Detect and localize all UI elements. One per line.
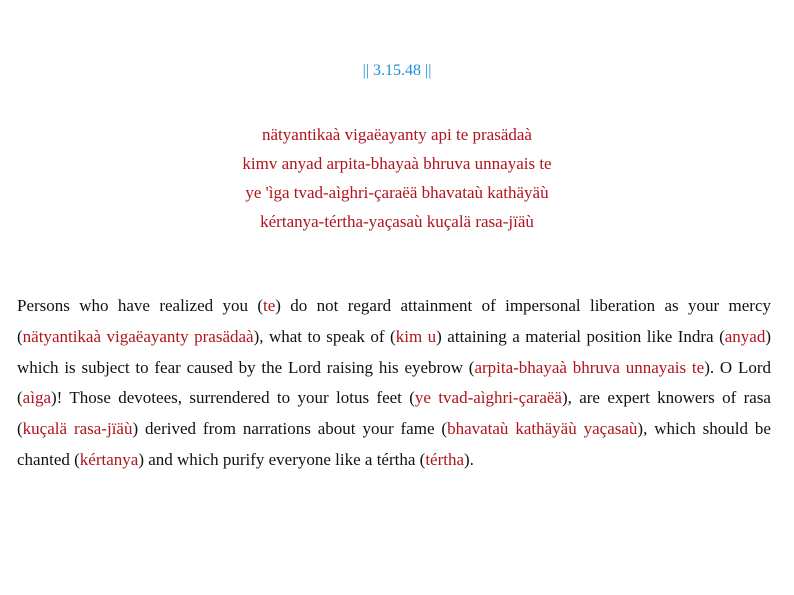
sanskrit-term: bhavataù kathäyäù yaçasaù xyxy=(447,419,638,439)
sanskrit-term: nätyantikaà vigaëayanty prasädaà xyxy=(22,326,254,346)
translation-text: ). xyxy=(464,449,474,469)
translation-text: ) and which purify everyone like a tértha ( xyxy=(138,449,426,469)
translation-text: ), which should be chanted ( xyxy=(17,419,771,469)
sanskrit-term: aìga xyxy=(22,388,51,408)
sanskrit-verse xyxy=(0,120,794,236)
verse-line-1: nätyantikaà vigaëayanty api te prasädaà xyxy=(262,125,532,144)
translation-text: ) derived from narrations about your fame ( xyxy=(132,419,448,439)
sanskrit-term: kim u xyxy=(395,326,437,346)
translation-text: Persons who have realized you ( xyxy=(17,296,263,315)
verse-line-3: ye 'ìga tvad-aìghri-çaraëä bhavataù kathäyäù xyxy=(245,183,549,202)
verse-line-4: kértanya-tértha-yaçasaù kuçalä rasa-jïäù xyxy=(260,212,534,231)
translation-paragraph xyxy=(17,291,771,476)
verse-line-2: kimv anyad arpita-bhayaà bhruva unnayais te xyxy=(242,154,552,173)
translation-text: ), what to speak of ( xyxy=(253,326,396,346)
sanskrit-term: te xyxy=(262,296,276,315)
sanskrit-term: kértanya xyxy=(79,449,139,469)
sanskrit-term: arpita-bhayaà bhruva unnayais te xyxy=(474,357,705,377)
translation-text: ) which is subject to fear caused by the Lord raising his eyebrow ( xyxy=(17,326,771,377)
translation-text: ), are expert knowers of rasa ( xyxy=(17,388,771,439)
sanskrit-term: anyad xyxy=(724,326,766,346)
verse-number: || 3.15.48 || xyxy=(362,62,432,79)
sanskrit-term: ye tvad-aìghri-çaraëä xyxy=(414,388,562,408)
translation-text: ) do not regard attainment of impersonal liberation as your mercy ( xyxy=(17,296,771,346)
translation-text: ). O Lord ( xyxy=(17,357,771,408)
sanskrit-term: tértha xyxy=(425,449,465,469)
sanskrit-term: kuçalä rasa-jïäù xyxy=(22,419,133,439)
translation-text: )! Those devotees, surrendered to your lotus feet ( xyxy=(51,388,415,408)
translation-text: ) attaining a material position like Indra ( xyxy=(436,326,725,346)
